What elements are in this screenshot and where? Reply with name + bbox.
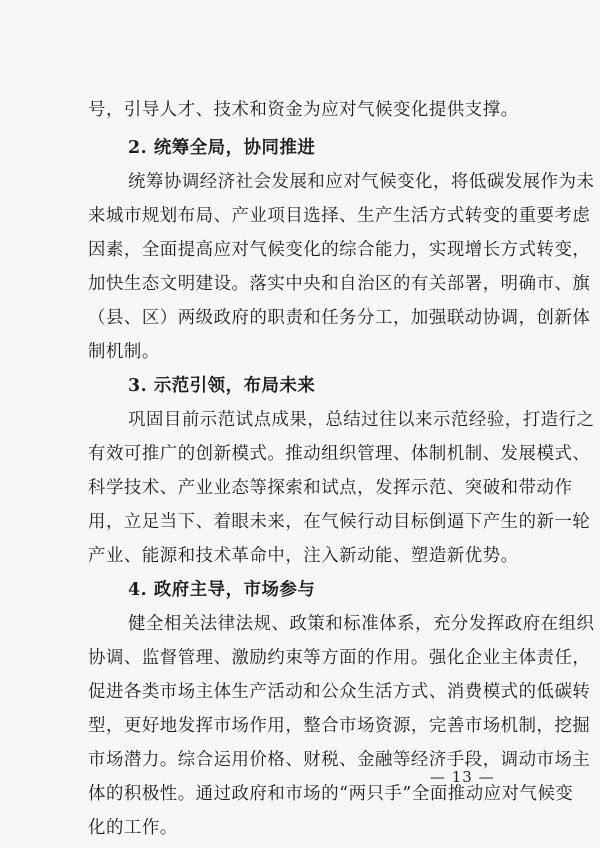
text-line-13: 用，立足当下、着眼未来，在气候行动目标倒逼下产生的新一轮: [88, 512, 591, 532]
text-line-12: 科学技术、产业业态等探索和试点，发挥示范、突破和带动作: [88, 478, 573, 498]
text-line-10: 巩固目前示范试点成果，总结过往以来示范经验，打造行之: [128, 410, 595, 430]
text-line-5: 因素，全面提高应对气候变化的综合能力，实现增长方式转变，: [88, 240, 591, 260]
text-line-20: 市场潜力。综合运用价格、财税、金融等经济手段，调动市场主: [88, 750, 591, 770]
section-heading-4: 4. 政府主导，市场参与: [128, 580, 316, 600]
text-line-14: 产业、能源和技术革命中，注入新动能、塑造新优势。: [88, 546, 519, 566]
section-heading-3: 3. 示范引领，布局未来: [128, 376, 316, 396]
text-line-21: 体的积极性。通过政府和市场的“两只手”全面推动应对气候变: [88, 784, 574, 804]
text-line-8: 制机制。: [88, 342, 160, 362]
text-line-17: 协调、监督管理、激励约束等方面的作用。强化企业主体责任，: [88, 648, 591, 668]
page-number: — 13 —: [430, 768, 495, 786]
text-line-1: 号，引导人才、技术和资金为应对气候变化提供支撑。: [88, 100, 519, 120]
text-line-7: （县、区）两级政府的职责和任务分工，加强联动协调，创新体: [88, 308, 591, 328]
text-line-16: 健全相关法律法规、政策和标准体系，充分发挥政府在组织: [128, 614, 595, 634]
text-line-3: 统筹协调经济社会发展和应对气候变化，将低碳发展作为未: [128, 172, 595, 192]
text-line-11: 有效可推广的创新模式。推动组织管理、体制机制、发展模式、: [88, 444, 591, 464]
text-line-19: 型，更好地发挥市场作用，整合市场资源，完善市场机制，挖掘: [88, 716, 591, 736]
text-line-22: 化的工作。: [88, 818, 178, 838]
section-heading-2: 2. 统筹全局，协同推进: [128, 138, 316, 158]
text-line-18: 促进各类市场主体生产活动和公众生活方式、消费模式的低碳转: [88, 682, 591, 702]
text-line-4: 来城市规划布局、产业项目选择、生产生活方式转变的重要考虑: [88, 206, 591, 226]
text-line-6: 加快生态文明建设。落实中央和自治区的有关部署，明确市、旗: [88, 274, 591, 294]
